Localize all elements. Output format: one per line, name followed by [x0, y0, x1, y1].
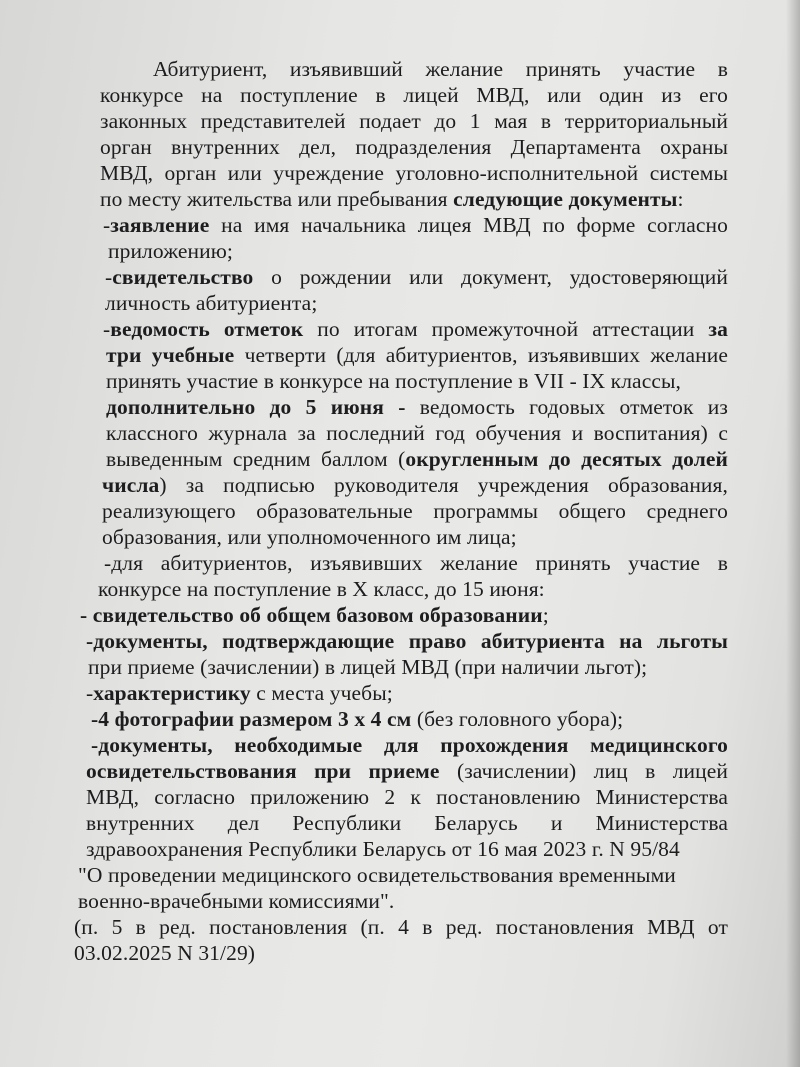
- text-run: (зачислении) лиц в лицей: [439, 759, 729, 783]
- text-run: на имя начальника лицея МВД по форме согласно: [209, 213, 728, 237]
- text-line: [78, 888, 728, 914]
- text-line: [106, 368, 728, 394]
- text-line: [106, 420, 728, 446]
- text-line: [74, 914, 728, 940]
- text-line: [74, 940, 728, 966]
- bold-text: -документы, подтверждающие право абитуриента на льготы: [86, 629, 728, 653]
- page-edge-shadow: [786, 0, 800, 1067]
- text-line: [100, 160, 728, 186]
- bold-text: заявление: [110, 213, 210, 237]
- bold-text: за: [708, 317, 728, 341]
- text-run: выведенным средним баллом (: [106, 447, 406, 471]
- text-run: -: [105, 265, 113, 289]
- text-run: -: [103, 213, 111, 237]
- text-line: [100, 108, 728, 134]
- text-run: 03.02.2025 N 31/29): [74, 941, 256, 965]
- text-run: орган внутренних дел, подразделения Департамента охраны: [100, 135, 728, 159]
- text-run: по месту жительства или пребывания: [100, 187, 454, 211]
- text-line: [106, 446, 728, 472]
- bold-text: освидетельствования при приеме: [86, 759, 440, 783]
- text-run: по итогам промежуточной аттестации: [303, 317, 709, 341]
- text-run: с места учебы;: [250, 681, 393, 705]
- text-run: -: [103, 317, 111, 341]
- text-run: -: [86, 681, 94, 705]
- text-run: (без головного убора);: [411, 707, 624, 731]
- text-run: Абитуриент, изъявивший желание принять участие в: [153, 57, 728, 81]
- text-line: [108, 238, 728, 264]
- text-line: [86, 810, 728, 836]
- text-run: МВД, согласно приложению 2 к постановлению Министерства: [86, 785, 728, 809]
- bold-text: числа: [102, 473, 160, 497]
- text-line: [91, 732, 728, 758]
- bold-text: -4 фотографии размером 3 х 4 см: [91, 707, 412, 731]
- text-run: образования, или уполномоченного им лица;: [102, 525, 517, 549]
- text-run: о рождении или документ, удостоверяющий: [253, 265, 728, 289]
- text-run: военно-врачебными комиссиями".: [78, 889, 395, 913]
- text-line: [102, 524, 728, 550]
- text-run: "О проведении медицинского освидетельствования временными: [78, 863, 676, 887]
- text-run: принять участие в конкурсе на поступление в VII - IX классы,: [106, 369, 681, 393]
- text-line: [86, 836, 728, 862]
- text-run: конкурсе на поступление в X класс, до 15 июня:: [98, 577, 545, 601]
- text-run: МВД, орган или учреждение уголовно-исполнительной системы: [100, 161, 728, 185]
- bold-text: свидетельство: [112, 265, 254, 289]
- text-run: здравоохранения Республики Беларусь от 16 мая 2023 г. N 95/84: [86, 837, 680, 861]
- text-run: личность абитуриента;: [105, 291, 318, 315]
- text-run: законных представителей подает до 1 мая в территориальный: [100, 109, 728, 133]
- text-line: [88, 654, 728, 680]
- text-run: приложению;: [108, 239, 233, 263]
- text-run: ) за подписью руководителя учреждения образования,: [159, 473, 728, 497]
- text-line: [91, 706, 728, 732]
- text-line: [102, 472, 728, 498]
- text-line: [105, 290, 728, 316]
- text-run: реализующего образовательные программы общего среднего: [102, 499, 728, 523]
- text-run: :: [677, 187, 684, 211]
- text-line: [103, 316, 728, 342]
- bold-text: дополнительно до 5 июня -: [106, 395, 406, 419]
- text-line: [100, 82, 728, 108]
- text-line: [103, 212, 728, 238]
- text-line: [78, 862, 728, 888]
- text-run: (п. 5 в ред. постановления (п. 4 в ред. постановления МВД от: [74, 915, 728, 939]
- bold-text: -документы, необходимые для прохождения медицинского: [91, 733, 728, 757]
- bold-text: ведомость отметок: [110, 317, 304, 341]
- text-run: внутренних дел Республики Беларусь и Министерства: [86, 811, 728, 835]
- text-run: при приеме (зачислении) в лицей МВД (при наличии льгот);: [88, 655, 648, 679]
- text-line: [104, 550, 728, 576]
- bold-text: характеристику: [93, 681, 251, 705]
- text-run: ведомость годовых отметок из: [405, 395, 728, 419]
- text-run: ;: [542, 603, 549, 627]
- text-line: [102, 498, 728, 524]
- text-line: [100, 186, 728, 212]
- text-line: [153, 56, 728, 82]
- text-line: [100, 134, 728, 160]
- bold-text: три учебные: [106, 343, 235, 367]
- text-line: [86, 758, 728, 784]
- text-line: [86, 784, 728, 810]
- bold-text: следующие документы: [453, 187, 678, 211]
- text-line: [106, 342, 728, 368]
- text-line: [98, 576, 728, 602]
- text-line: [86, 628, 728, 654]
- text-line: [106, 394, 728, 420]
- text-run: -для абитуриентов, изъявивших желание принять участие в: [104, 551, 728, 575]
- text-run: конкурсе на поступление в лицей МВД, или один из его: [100, 83, 728, 107]
- text-line: [105, 264, 728, 290]
- text-line: [80, 602, 728, 628]
- document-body: [74, 56, 729, 966]
- bold-text: округленным до десятых долей: [405, 447, 729, 471]
- bold-text: - свидетельство об общем базовом образовании: [80, 603, 543, 627]
- text-run: четверти (для абитуриентов, изъявивших желание: [234, 343, 728, 367]
- text-run: классного журнала за последний год обучения и воспитания) с: [106, 421, 728, 445]
- text-line: [86, 680, 728, 706]
